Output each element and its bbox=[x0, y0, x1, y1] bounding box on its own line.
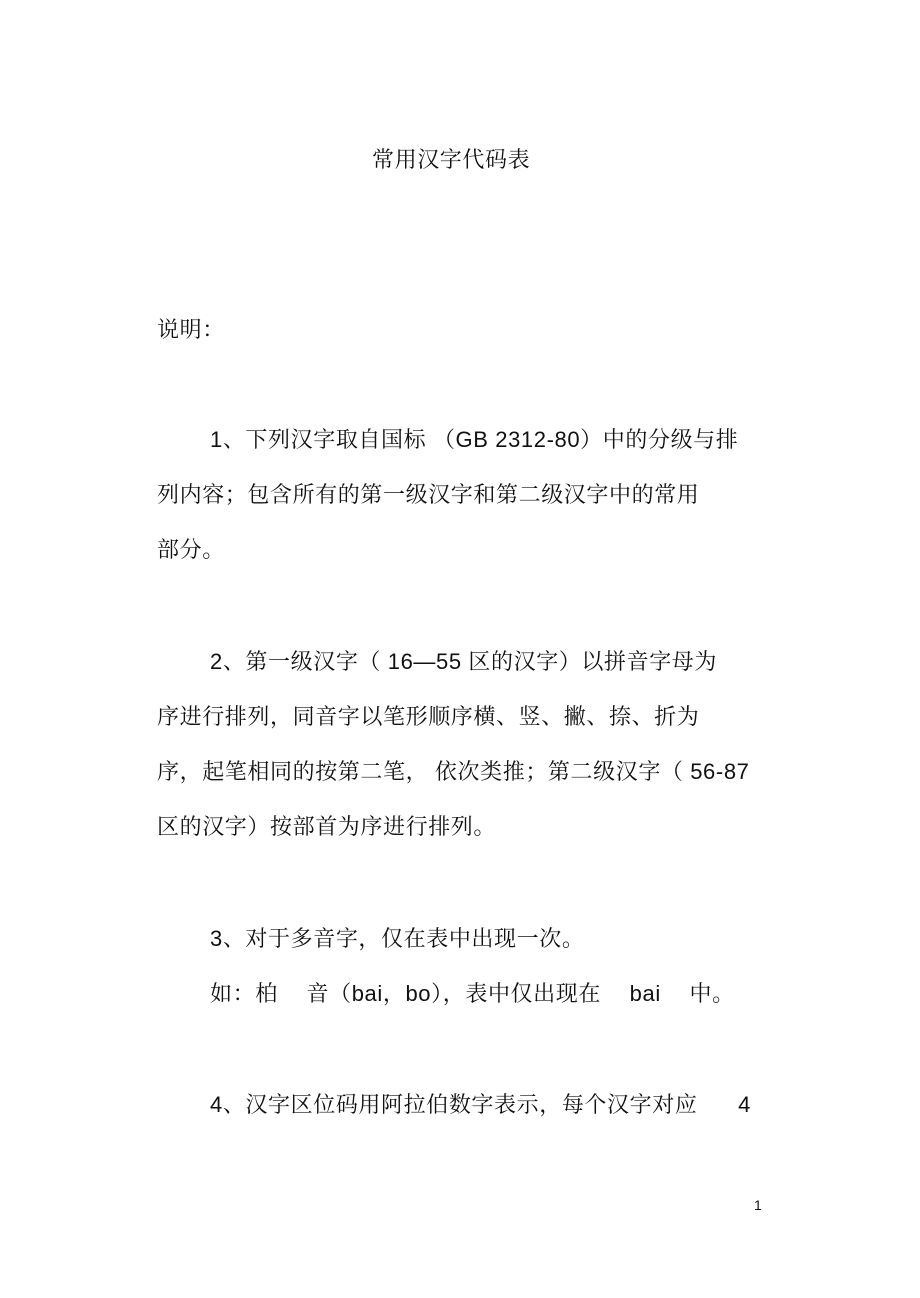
paragraph-1-line-2: 列内容；包含所有的第一级汉字和第二级汉字中的常用 bbox=[157, 482, 700, 507]
paragraph-2-line-1: 2、第一级汉字（ 16—55 区的汉字）以拼音字母为 bbox=[210, 649, 718, 674]
paragraph-1-line-3: 部分。 bbox=[157, 537, 225, 562]
paragraph-2-line-3: 序，起笔相同的按第二笔， 依次类推；第二级汉字（ 56-87 bbox=[157, 759, 750, 784]
paragraph-2-line-2: 序进行排列，同音字以笔形顺序横、竖、撇、捺、折为 bbox=[157, 704, 700, 729]
paragraph-4-line-1: 4、汉字区位码用阿拉伯数字表示，每个汉字对应 4 bbox=[210, 1092, 751, 1117]
paragraph-3-line-1: 3、对于多音字，仅在表中出现一次。 bbox=[210, 926, 585, 951]
section-heading: 说明： bbox=[157, 317, 225, 342]
page-number: 1 bbox=[754, 1197, 762, 1213]
document-title: 常用汉字代码表 bbox=[372, 147, 531, 172]
paragraph-3-line-2: 如：柏 音（bai，bo），表中仅出现在 bai 中。 bbox=[210, 981, 735, 1006]
paragraph-2-line-4: 区的汉字）按部首为序进行排列。 bbox=[157, 814, 497, 839]
paragraph-1-line-1: 1、下列汉字取自国标 （GB 2312-80）中的分级与排 bbox=[210, 427, 739, 452]
